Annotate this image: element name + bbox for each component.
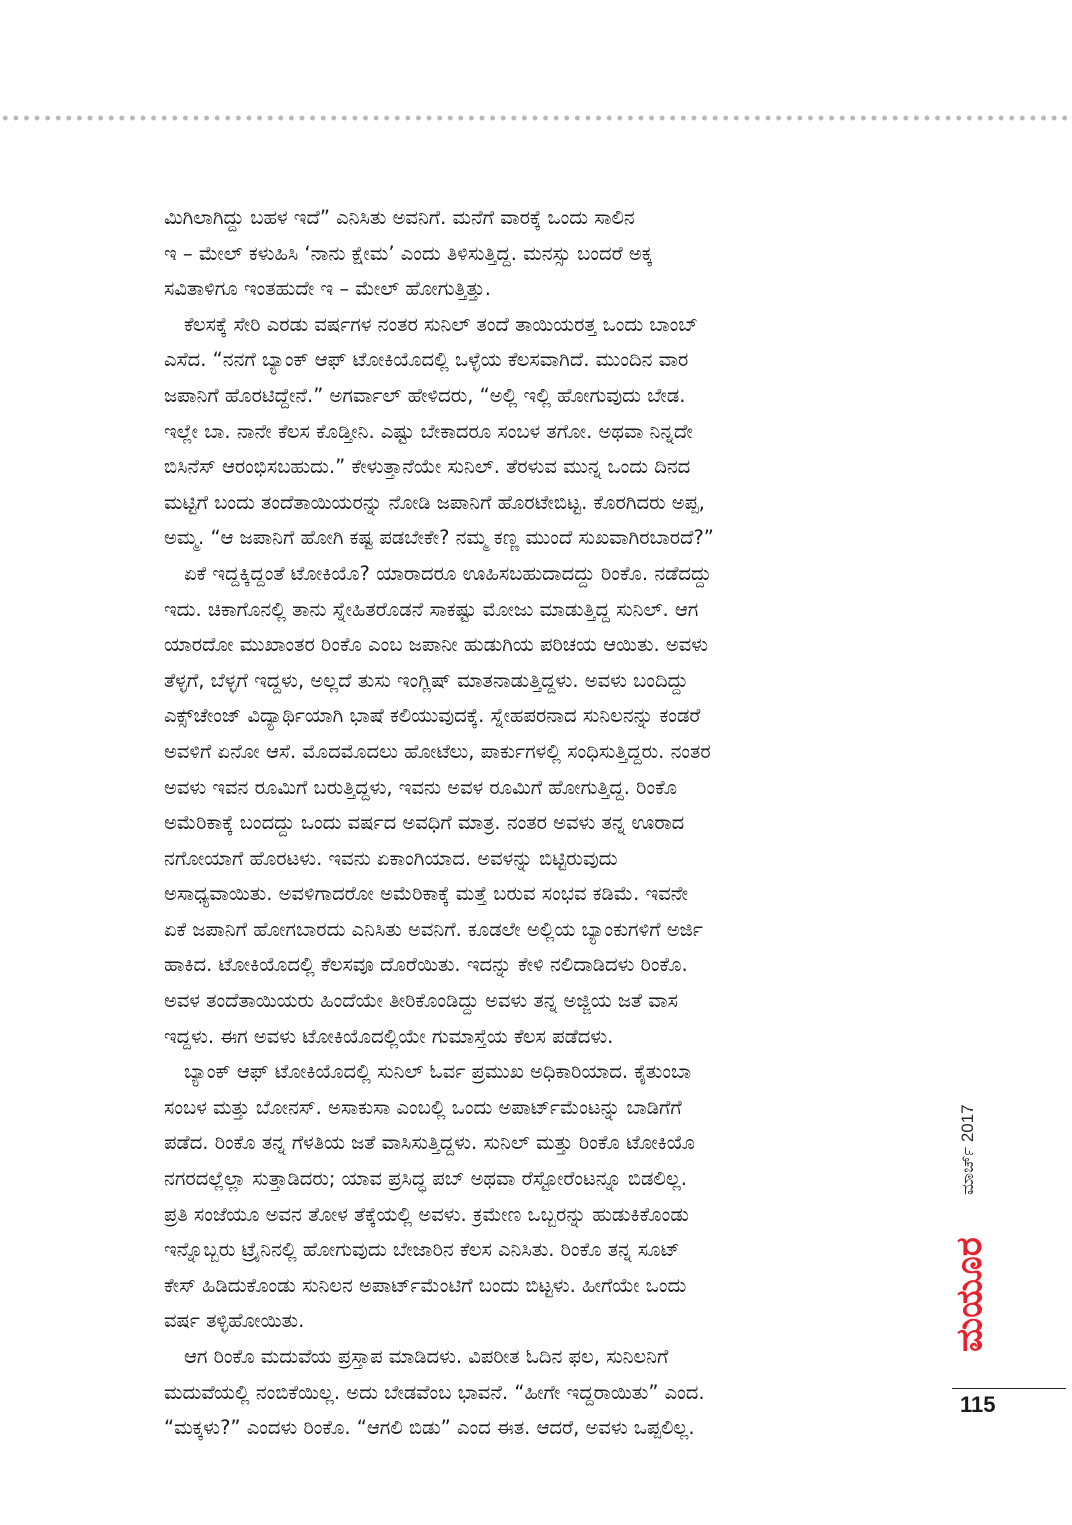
text-line: ಇ – ಮೇಲ್ ಕಳುಹಿಸಿ ‘ನಾನು ಕ್ಷೇಮ’ ಎಂದು ತಿಳಿಸುತ್ತಿದ್ದ. ಮನಸ್ಸು ಬಂದರೆ ಅಕ್ಕ (164, 241, 653, 265)
text-line: ವರ್ಷ ತಳ್ಳಿಹೋಯಿತು. (164, 1309, 305, 1333)
text-line: ಇನ್ನೊಬ್ಬರು ಟ್ರೈನಿನಲ್ಲಿ ಹೋಗುವುದು ಬೇಜಾರಿನ ಕೆಲಸ ಎನಿಸಿತು. ರಿಂಕೊ ತನ್ನ ಸೂಟ್ (164, 1238, 680, 1262)
paragraph-start-line: ಏಕೆ ಇದ್ದಕ್ಕಿದ್ದಂತೆ ಟೋಕಿಯೊ? ಯಾರಾದರೂ ಊಹಿಸಬಹುದಾದದ್ದು ರಿಂಕೊ. ನಡೆದದ್ದು (184, 561, 712, 585)
dotted-divider (0, 114, 1072, 122)
text-line: ನಗರದಲ್ಲೆಲ್ಲಾ ಸುತ್ತಾಡಿದರು; ಯಾವ ಪ್ರಸಿದ್ಧ ಪಬ್ ಅಥವಾ ರೆಸ್ಟೋರೆಂಟನ್ನೂ ಬಿಡಲಿಲ್ಲ. (164, 1167, 688, 1191)
text-line: ಮದುವೆಯಲ್ಲಿ ನಂಬಿಕೆಯಿಲ್ಲ. ಅದು ಬೇಡವೆಂಬ ಭಾವನೆ. “ಹೀಗೇ ಇದ್ದರಾಯಿತು” ಎಂದ. (164, 1380, 705, 1404)
text-line: ಅಮ್ಮ. “ಆ ಜಪಾನಿಗೆ ಹೋಗಿ ಕಷ್ಟ ಪಡಬೇಕೇ? ನಮ್ಮ ಕಣ್ಣ ಮುಂದೆ ಸುಖವಾಗಿರಬಾರದೆ?” (164, 526, 714, 550)
text-line: ಅವಳಿಗೆ ಏನೋ ಆಸೆ. ಮೊದಮೊದಲು ಹೋಟೆಲು, ಪಾರ್ಕುಗಳಲ್ಲಿ ಸಂಧಿಸುತ್ತಿದ್ದರು. ನಂತರ (164, 739, 711, 763)
paragraph-start-line: ಆಗ ರಿಂಕೊ ಮದುವೆಯ ಪ್ರಸ್ತಾಪ ಮಾಡಿದಳು. ವಿಪರೀತ ಓದಿನ ಫಲ, ಸುನಿಲನಿಗೆ (184, 1345, 669, 1368)
text-line: ಸಂಬಳ ಮತ್ತು ಬೋನಸ್. ಅಸಾಕುಸಾ ಎಂಬಲ್ಲಿ ಒಂದು ಅಪಾರ್ಟ್‌ಮೆಂಟನ್ನು ಬಾಡಿಗೆಗೆ (164, 1095, 682, 1119)
text-line: ಪ್ರತಿ ಸಂಜೆಯೂ ಅವನ ತೋಳ ತೆಕ್ಕೆಯಲ್ಲಿ ಅವಳು. ಕ್ರಮೇಣ ಒಬ್ಬರನ್ನು ಹುಡುಕಿಕೊಂಡು (164, 1202, 689, 1226)
paragraph-start-line: ಬ್ಯಾಂಕ್ ಆಫ್ ಟೋಕಿಯೊದಲ್ಲಿ ಸುನಿಲ್ ಓರ್ವ ಪ್ರಮುಖ ಅಧಿಕಾರಿಯಾದ. ಕೈತುಂಬಾ (184, 1060, 692, 1084)
text-line: ಸವಿತಾಳಿಗೂ ಇಂತಹುದೇ ಇ – ಮೇಲ್ ಹೋಗುತ್ತಿತ್ತು. (164, 277, 491, 301)
text-line: ತೆಳ್ಳಗೆ, ಬೆಳ್ಳಗೆ ಇದ್ದಳು, ಅಲ್ಲದೆ ತುಸು ಇಂಗ್ಲಿಷ್ ಮಾತನಾಡುತ್ತಿದ್ದಳು. ಅವಳು ಬಂದಿದ್ದು (164, 668, 689, 692)
text-line: ಯಾರದೋ ಮುಖಾಂತರ ರಿಂಕೊ ಎಂಬ ಜಪಾನೀ ಹುಡುಗಿಯ ಪರಿಚಯ ಆಯಿತು. ಅವಳು (164, 633, 709, 657)
issue-date: ಮಾರ್ಚ್ 2017 (958, 1104, 977, 1195)
text-line: ಜಪಾನಿಗೆ ಹೊರಟಿದ್ದೇನೆ.” ಅಗರ್ವಾಲ್ ಹೇಳಿದರು, “ಅಲ್ಲಿ ಇಲ್ಲಿ ಹೋಗುವುದು ಬೇಡ. (164, 383, 686, 407)
text-line: ಇದ್ದಳು. ಈಗ ಅವಳು ಟೋಕಿಯೊದಲ್ಲಿಯೇ ಗುಮಾಸ್ತೆಯ ಕೆಲಸ ಪಡೆದಳು. (164, 1024, 614, 1048)
text-line: ಕೇಸ್ ಹಿಡಿದುಕೊಂಡು ಸುನಿಲನ ಅಪಾರ್ಟ್‌ಮೆಂಟಿಗೆ ಬಂದು ಬಿಟ್ಟಳು. ಹೀಗೆಯೇ ಒಂದು (164, 1273, 687, 1297)
text-line: ಮಟ್ಟಿಗೆ ಬಂದು ತಂದೆತಾಯಿಯರನ್ನು ನೋಡಿ ಜಪಾನಿಗೆ ಹೊರಟೇಬಿಟ್ಟ. ಕೊರಗಿದರು ಅಪ್ಪ, (164, 490, 705, 514)
text-line: ಅವಳು ಇವನ ರೂಮಿಗೆ ಬರುತ್ತಿದ್ದಳು, ಇವನು ಅವಳ ರೂಮಿಗೆ ಹೋಗುತ್ತಿದ್ದ. ರಿಂಕೊ (164, 775, 678, 799)
text-line: ಇದು. ಚಿಕಾಗೊನಲ್ಲಿ ತಾನು ಸ್ನೇಹಿತರೊಡನೆ ಸಾಕಷ್ಟು ಮೋಜು ಮಾಡುತ್ತಿದ್ದ ಸುನಿಲ್. ಆಗ (164, 597, 699, 621)
text-line: ಪಡೆದ. ರಿಂಕೊ ತನ್ನ ಗೆಳತಿಯ ಜತೆ ವಾಸಿಸುತ್ತಿದ್ದಳು. ಸುನಿಲ್ ಮತ್ತು ರಿಂಕೊ ಟೋಕಿಯೊ (164, 1131, 695, 1155)
text-line: ಅಸಾಧ್ಯವಾಯಿತು. ಅವಳಿಗಾದರೋ ಅಮೆರಿಕಾಕ್ಕೆ ಮತ್ತೆ ಬರುವ ಸಂಭವ ಕಡಿಮೆ. ಇವನೇ (164, 882, 688, 906)
text-line: ಬಿಸಿನೆಸ್ ಆರಂಭಿಸಬಹುದು.” ಕೇಳುತ್ತಾನೆಯೇ ಸುನಿಲ್. ತೆರಳುವ ಮುನ್ನ ಒಂದು ದಿನದ (164, 455, 691, 479)
magazine-side-strip (948, 1085, 1000, 1375)
article-body (164, 200, 924, 1446)
text-line: ಅಮೆರಿಕಾಕ್ಕೆ ಬಂದದ್ದು ಒಂದು ವರ್ಷದ ಅವಧಿಗೆ ಮಾತ್ರ. ನಂತರ ಅವಳು ತನ್ನ ಊರಾದ (164, 811, 685, 835)
text-line: ಎಕ್ಸ್‌ಚೇಂಜ್ ವಿದ್ಯಾರ್ಥಿಯಾಗಿ ಭಾಷೆ ಕಲಿಯುವುದಕ್ಕೆ. ಸ್ನೇಹಪರನಾದ ಸುನಿಲನನ್ನು ಕಂಡರೆ (164, 704, 701, 728)
paragraph-start-line: ಕೆಲಸಕ್ಕೆ ಸೇರಿ ಎರಡು ವರ್ಷಗಳ ನಂತರ ಸುನಿಲ್ ತಂದೆ ತಾಯಿಯರತ್ತ ಒಂದು ಬಾಂಬ್ (184, 312, 698, 336)
text-line: “ಮಕ್ಕಳು?” ಎಂದಳು ರಿಂಕೊ. “ಆಗಲಿ ಬಿಡು” ಎಂದ ಈತ. ಆದರೆ, ಅವಳು ಒಪ್ಪಲಿಲ್ಲ. (164, 1416, 695, 1440)
page-number: 115 (960, 1392, 996, 1417)
text-line: ಹಾಕಿದ. ಟೋಕಿಯೊದಲ್ಲಿ ಕೆಲಸವೂ ದೊರೆಯಿತು. ಇದನ್ನು ಕೇಳಿ ನಲಿದಾಡಿದಳು ರಿಂಕೊ. (164, 953, 688, 977)
folio-rule (952, 1388, 1066, 1389)
text-line: ನಗೋಯಾಗೆ ಹೊರಟಳು. ಇವನು ಏಕಾಂಗಿಯಾದ. ಅವಳನ್ನು ಬಿಟ್ಟಿರುವುದು (164, 846, 618, 870)
text-line: ಮಿಗಿಲಾಗಿದ್ದು ಬಹಳ ಇದೆ” ಎನಿಸಿತು ಅವನಿಗೆ. ಮನೆಗೆ ವಾರಕ್ಕೆ ಒಂದು ಸಾಲಿನ (164, 206, 635, 229)
text-line: ಅವಳ ತಂದೆತಾಯಿಯರು ಹಿಂದೆಯೇ ತೀರಿಕೊಂಡಿದ್ದು ಅವಳು ತನ್ನ ಅಜ್ಜಿಯ ಜತೆ ವಾಸ (164, 989, 679, 1013)
magazine-logo: ಮಯೂರ (949, 1237, 990, 1353)
text-line: ಎಸೆದ. “ನನಗೆ ಬ್ಯಾಂಕ್ ಆಫ್ ಟೋಕಿಯೊದಲ್ಲಿ ಒಳ್ಳೆಯ ಕೆಲಸವಾಗಿದೆ. ಮುಂದಿನ ವಾರ (164, 348, 689, 372)
text-line: ಏಕೆ ಜಪಾನಿಗೆ ಹೋಗಬಾರದು ಎನಿಸಿತು ಅವನಿಗೆ. ಕೂಡಲೇ ಅಲ್ಲಿಯ ಬ್ಯಾಂಕುಗಳಿಗೆ ಅರ್ಜಿ (164, 917, 703, 941)
text-line: ಇಲ್ಲೇ ಬಾ. ನಾನೇ ಕೆಲಸ ಕೊಡ್ತೀನಿ. ಎಷ್ಟು ಬೇಕಾದರೂ ಸಂಬಳ ತಗೋ. ಅಥವಾ ನಿನ್ನದೇ (164, 419, 693, 443)
